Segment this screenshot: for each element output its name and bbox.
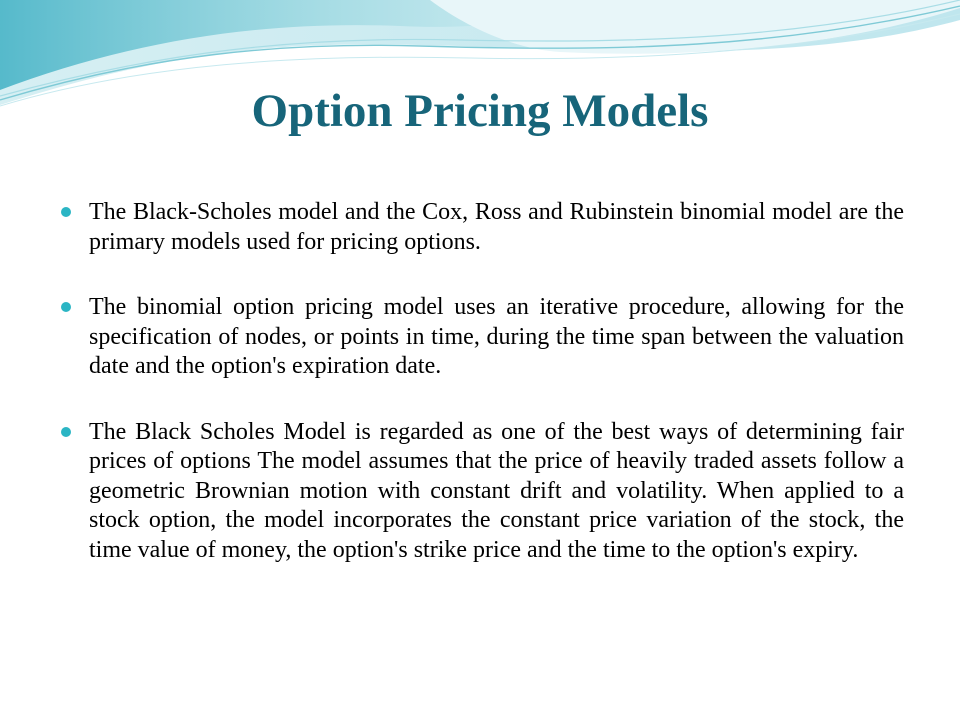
bullet-text: The Black Scholes Model is regarded as one of the best ways of determining fair prices of options The model assumes that the price of heavily traded assets follow a geometric Brownian motion with constant drift and volatility. When applied to a stock option, the model incorporates the constant price variation of the stock, the time value of money, the option's strike price and the time to the option's expiry. bbox=[89, 418, 904, 563]
bullet-item bbox=[58, 293, 904, 382]
bullet-marker-icon bbox=[61, 207, 71, 217]
bullet-text: The binomial option pricing model uses an iterative procedure, allowing for the specification of nodes, or points in time, during the time span between the valuation date and the option's expiration date. bbox=[89, 294, 904, 379]
bullet-list bbox=[58, 198, 904, 601]
bullet-item bbox=[58, 418, 904, 566]
bullet-item bbox=[58, 198, 904, 257]
slide-title: Option Pricing Models bbox=[251, 85, 709, 137]
bullet-marker-icon bbox=[61, 427, 71, 437]
bullet-marker-icon bbox=[61, 302, 71, 312]
bullet-text: The Black-Scholes model and the Cox, Ross and Rubinstein binomial model are the primary models used for pricing options. bbox=[89, 199, 904, 255]
